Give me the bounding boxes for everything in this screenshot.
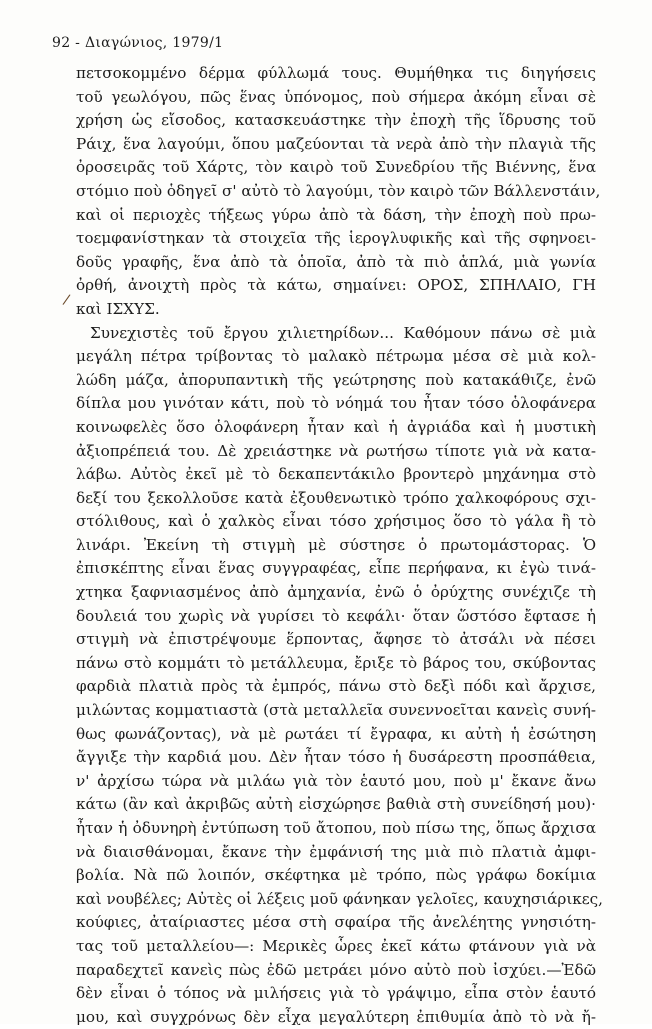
text-line: ὀρθή, ἀνοιχτὴ πρὸς τὰ κάτω, σημαίνει: ΟΡΟΣ, ΣΠΗΛΑΙΟ, ΓΗ xyxy=(76,276,596,295)
text-line: μου, καὶ συγχρόνως δὲν εἶχα μεγαλύτερη ἐπιθυμία ἀπὸ τὸ νὰ ἤ- xyxy=(76,1007,596,1026)
text-line: στόλιθους, καὶ ὁ χαλκὸς εἶναι τόσο χρήσιμος ὅσο τὸ γάλα ἢ τὸ xyxy=(76,512,596,531)
text-line: τας τοῦ μεταλλείου—: Μερικὲς ὧρες ἐκεῖ κάτω φτάνουν γιὰ νὰ xyxy=(76,936,596,955)
text-line: δεξί του ξεκολλοῦσε κατὰ ἐξουθενωτικὸ τρόπο χαλκοφόρους σχι- xyxy=(76,488,596,507)
text-line: ἀξιοπρέπειά του. Δὲ χρειάστηκε νὰ ρωτήσω τίποτε γιὰ νὰ κατα- xyxy=(76,441,596,460)
text-line: δίπλα μου γινόταν κάτι, ποὺ τὸ νόημά του ἦταν τόσο ὁλοφάνερα xyxy=(76,394,596,413)
text-line: πετσοκομμένο δέρμα φύλλωμά τους. Θυμήθηκα τις διηγήσεις xyxy=(76,64,596,82)
text-line: κούφιες, ἀταίριαστες μέσα στὴ σφαίρα τῆς ἀνελέητης γνησιότη- xyxy=(76,913,596,932)
text-line: στόμιο ποὺ ὁδηγεῖ σ' αὐτὸ τὸ λαγούμι, τὸν καιρὸ τῶν Βάλλενστάιν, xyxy=(76,181,601,200)
text-line: πάνω στὸ κομμάτι τὸ μετάλλευμα, ἔριξε τὸ βάρος του, σκύβοντας xyxy=(76,653,596,672)
text-line: τοεμφανίστηκαν τὰ στοιχεῖα τῆς ἱερογλυφικῆς καὶ τῆς σφηνοει- xyxy=(76,229,596,248)
text-line: δὲν εἶναι ὁ τόπος νὰ μιλήσεις γιὰ τὸ γράψιμο, εἶπα στὸν ἑαυτό xyxy=(76,984,596,1003)
text-line: κοινωφελὲς ὅσο ὁλοφάνερη ἦταν καὶ ἡ ἀγριάδα καὶ ἡ μυστικὴ xyxy=(76,417,596,436)
text-line: χρήση ὡς εἴσοδος, κατασκευάστηκε τὴν ἐποχὴ τῆς ἵδρυσης τοῦ xyxy=(76,111,596,130)
text-line: καὶ οἱ περιοχὲς τήξεως γύρω ἀπὸ τὰ δάση, τὴν ἐποχὴ ποὺ πρω- xyxy=(76,205,596,224)
text-line: νὰ διαισθάνομαι, ἔκανε τὴν ἐμφάνισή της μιὰ πιὸ πλατιὰ ἀμφι- xyxy=(76,842,596,861)
text-line: δοῦς γραφῆς, ἕνα ἀπὸ τὰ ὁποῖα, ἀπὸ τὰ πιὸ ἁπλά, μιὰ γωνία xyxy=(76,252,596,271)
text-line: θως φωνάζοντας), νὰ μὲ ρωτάει τί ἔγραφα, κι αὐτὴ ἡ ἐσώτηση xyxy=(76,724,596,743)
text-line: κάτω (ἂν καὶ ἀκριβῶς αὐτὴ εἰσχώρησε βαθιὰ στὴ συνείδησή μου)· xyxy=(76,795,596,814)
text-line: λινάρι. Ἐκείνη τὴ στιγμὴ μὲ σύστησε ὁ πρωτομάστορας. Ὁ xyxy=(76,535,596,554)
text-line: μεγάλη πέτρα τρίβοντας τὸ μαλακὸ πέτρωμα μέσα σὲ μιὰ κολ- xyxy=(76,347,596,366)
text-line: μιλώντας κομματιαστὰ (στὰ μεταλλεῖα συνεννοεῖται κανεὶς συνή- xyxy=(76,701,596,720)
text-line: ἄγγιξε τὴν καρδιά μου. Δὲν ἦταν τόσο ἡ δυσάρεστη προσπάθεια, xyxy=(76,748,596,767)
margin-pencil-mark: / xyxy=(61,291,72,309)
text-line: παραδεχτεῖ κανεὶς πὼς ἐδῶ μετράει μόνο αὐτὸ ποὺ ἰσχύει.—Ἐδῶ xyxy=(76,960,596,979)
text-line: ἦταν ἡ ὀδυνηρὴ ἐντύπωση τοῦ ἄτοπου, ποὺ πίσω της, ὅπως ἄρχισα xyxy=(76,819,596,837)
text-line: Συνεχιστὲς τοῦ ἔργου χιλιετηρίδων... Καθόμουν πάνω σὲ μιὰ xyxy=(90,323,596,342)
text-line: Ράιχ, ἕνα λαγούμι, ὅπου μαζεύονται τὰ νερὰ ἀπὸ τὴν πλαγιὰ τῆς xyxy=(76,134,596,153)
text-line: ν' ἀρχίσω τώρα νὰ μιλάω γιὰ τὸν ἑαυτό μου, ποὺ μ' ἔκανε ἄνω xyxy=(76,771,596,790)
text-line: χτηκα ξαφνιασμένος ἀπὸ ἀμηχανία, ἐνῶ ὁ ὀρύχτης συνέχιζε τὴ xyxy=(76,583,596,602)
body-text xyxy=(76,62,604,1029)
text-line: φαρδιὰ πλατιὰ πρὸς τὰ ἐμπρός, πάνω στὸ δεξὶ πόδι καὶ ἄρχισε, xyxy=(76,677,596,696)
text-line: ὀροσειρᾶς τοῦ Χάρτς, τὸν καιρὸ τοῦ Συνεδρίου τῆς Βιέννης, ἕνα xyxy=(76,158,596,177)
text-line: λάβω. Αὐτὸς ἐκεῖ μὲ τὸ δεκαπεντάκιλο βροντερὸ μηχάνημα στὸ xyxy=(76,465,596,484)
text-line: στιγμὴ νὰ ἐπιστρέψουμε ἕρποντας, ἄφησε τὸ ἀτσάλι νὰ πέσει xyxy=(76,630,596,649)
text-line: βολία. Νὰ πῶ λοιπόν, σκέφτηκα μὲ τρόπο, πὼς γράφω δοκίμια xyxy=(76,866,596,885)
text-line: λώδη μάζα, ἀπορυπαντικὴ τῆς γεώτρησης ποὺ κατακάθιζε, ἐνῶ xyxy=(76,370,596,389)
text-line: τοῦ γεωλόγου, πῶς ἕνας ὑπόνομος, ποὺ σήμερα ἀκόμη εἶναι σὲ xyxy=(76,87,596,106)
text-line: καὶ ΙΣΧΥΣ. xyxy=(76,299,160,318)
text-line: καὶ νουβέλες; Αὐτὲς οἱ λέξεις μοῦ φάνηκαν γελοῖες, καυχησιάρικες, xyxy=(76,889,604,908)
text-line: ἐπισκέπτης εἶναι ἕνας συγγραφέας, εἶπε περήφανα, κι ἐγὼ τινά- xyxy=(76,559,596,578)
text-line: δουλειά του χωρὶς νὰ γυρίσει τὸ κεφάλι· ὅταν ὥστόσο ἔφτασε ἡ xyxy=(76,606,596,625)
running-header: 92 - Διαγώνιος, 1979/1 xyxy=(52,35,224,51)
